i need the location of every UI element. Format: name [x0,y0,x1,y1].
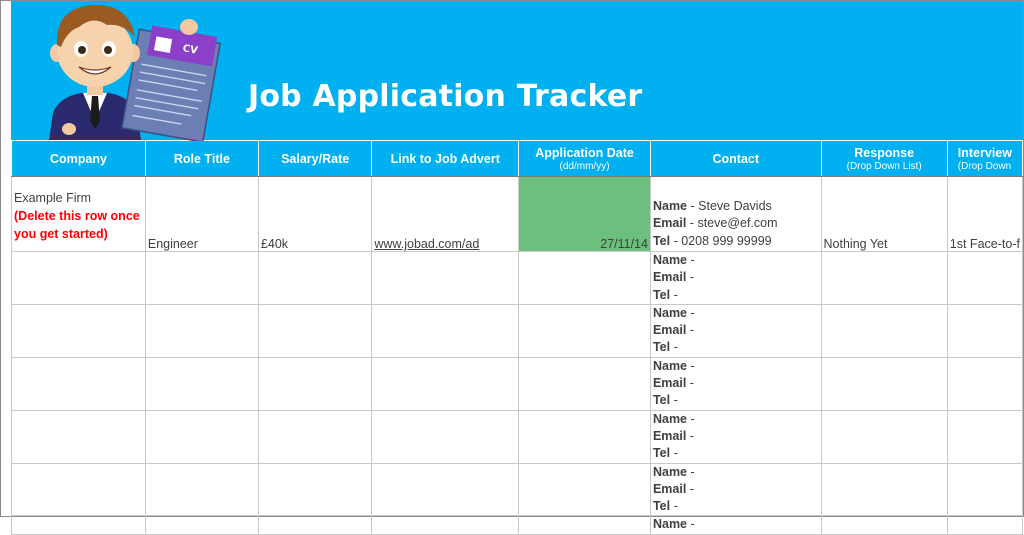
application-date-cell[interactable] [519,252,651,305]
header-banner [11,1,1023,140]
company-cell[interactable] [12,252,146,305]
col-header-subtitle: (dd/mm/yy) [559,160,610,172]
contact-cell[interactable] [650,463,821,516]
link-cell[interactable] [372,177,519,252]
company-cell[interactable] [12,357,146,410]
role-cell[interactable] [145,252,258,305]
application-date-cell[interactable] [519,357,651,410]
interview-cell[interactable] [947,357,1022,410]
salary-cell[interactable]: £40k [258,177,371,252]
response-cell[interactable] [821,463,947,516]
company-cell[interactable] [12,410,146,463]
contact-email-line: Email - [652,270,694,285]
contact-email-line: Email - [652,376,694,391]
contact-tel-line: Tel - [652,340,678,355]
contact-name-line: Name - [652,253,695,267]
salary-cell[interactable] [258,357,371,410]
interview-cell[interactable] [947,252,1022,305]
link-cell[interactable] [372,357,519,410]
interview-cell[interactable]: 1st Face-to-f [947,177,1022,252]
header-row [12,141,1023,177]
col-header-response[interactable]: Response (Drop Down List) [821,141,947,177]
contact-name-line: Name - [652,305,695,320]
role-cell[interactable] [145,304,258,357]
salary-cell[interactable] [258,463,371,516]
table-row [12,304,1023,357]
response-cell[interactable]: Nothing Yet [821,177,947,252]
application-date-cell[interactable]: 27/11/14 [519,177,651,252]
table-row [12,410,1023,463]
company-cell[interactable] [12,516,146,535]
cv-label: CV [181,43,199,57]
contact-name-line: Name - [652,517,695,532]
salary-cell[interactable] [258,410,371,463]
delete-row-note: (Delete this row once you get started) [14,209,140,241]
col-header-role-title[interactable]: Role Title [145,141,258,177]
application-date-cell[interactable] [519,304,651,357]
role-cell[interactable] [145,410,258,463]
salary-cell[interactable] [258,252,371,305]
contact-email-line: Email - [652,428,694,443]
job-advert-link[interactable]: www.jobad.com/ad [374,237,480,251]
contact-cell[interactable] [650,357,821,410]
col-header-application-date[interactable]: Application Date (dd/mm/yy) [519,141,651,177]
response-cell[interactable] [821,357,947,410]
col-header-subtitle: (Drop Down List) [846,160,922,172]
contact-name-line: Name - [652,411,695,426]
company-cell[interactable] [12,463,146,516]
col-header-link-to-job-advert[interactable]: Link to Job Advert [372,141,519,177]
interview-cell[interactable] [947,304,1022,357]
response-cell[interactable] [821,252,947,305]
contact-name-line: Name - Steve Davids [652,199,772,214]
link-cell[interactable] [372,410,519,463]
contact-email-line: Email - [652,323,694,338]
company-cell[interactable] [12,304,146,357]
contact-tel-line: Tel - 0208 999 99999 [652,233,772,248]
contact-cell[interactable] [650,304,821,357]
response-cell[interactable] [821,410,947,463]
contact-cell[interactable] [650,516,821,535]
table-row [12,252,1023,305]
contact-tel-line: Tel - [652,446,678,461]
table-row [12,177,1023,252]
tracker-table [11,141,1023,535]
table-row [12,463,1023,516]
contact-email-line: Email - [652,481,694,496]
salary-cell[interactable] [258,516,371,535]
interview-cell[interactable] [947,516,1022,535]
contact-tel-line: Tel - [652,287,678,302]
table-row [12,516,1023,535]
response-cell[interactable] [821,304,947,357]
company-cell[interactable] [12,177,146,252]
col-header-subtitle: (Drop Down [957,160,1012,172]
cv-mascot-illustration [39,1,239,140]
link-cell[interactable] [372,516,519,535]
link-cell[interactable] [372,463,519,516]
col-header-contact[interactable]: Contact [650,141,821,177]
contact-cell[interactable] [650,410,821,463]
salary-cell[interactable] [258,304,371,357]
role-cell[interactable] [145,357,258,410]
application-date-cell[interactable] [519,410,651,463]
col-header-salary-rate[interactable]: Salary/Rate [258,141,371,177]
page-title: Job Application Tracker [248,79,643,114]
contact-name-line: Name - [652,464,695,479]
response-cell[interactable] [821,516,947,535]
link-cell[interactable] [372,252,519,305]
col-header-company[interactable]: Company [12,141,146,177]
role-cell[interactable] [145,463,258,516]
contact-cell[interactable] [650,177,821,252]
company-name: Example Firm [14,191,92,205]
contact-email-line: Email - steve@ef.com [652,216,778,231]
contact-cell[interactable] [650,252,821,305]
application-date-cell[interactable] [519,516,651,535]
contact-name-line: Name - [652,358,695,373]
role-cell[interactable] [145,516,258,535]
application-date-cell[interactable] [519,463,651,516]
interview-cell[interactable] [947,463,1022,516]
table-row [12,357,1023,410]
contact-tel-line: Tel - [652,393,678,408]
link-cell[interactable] [372,304,519,357]
contact-tel-line: Tel - [652,499,678,514]
role-cell[interactable]: Engineer [145,177,258,252]
interview-cell[interactable] [947,410,1022,463]
col-header-interview[interactable]: Interview (Drop Down [947,141,1022,177]
